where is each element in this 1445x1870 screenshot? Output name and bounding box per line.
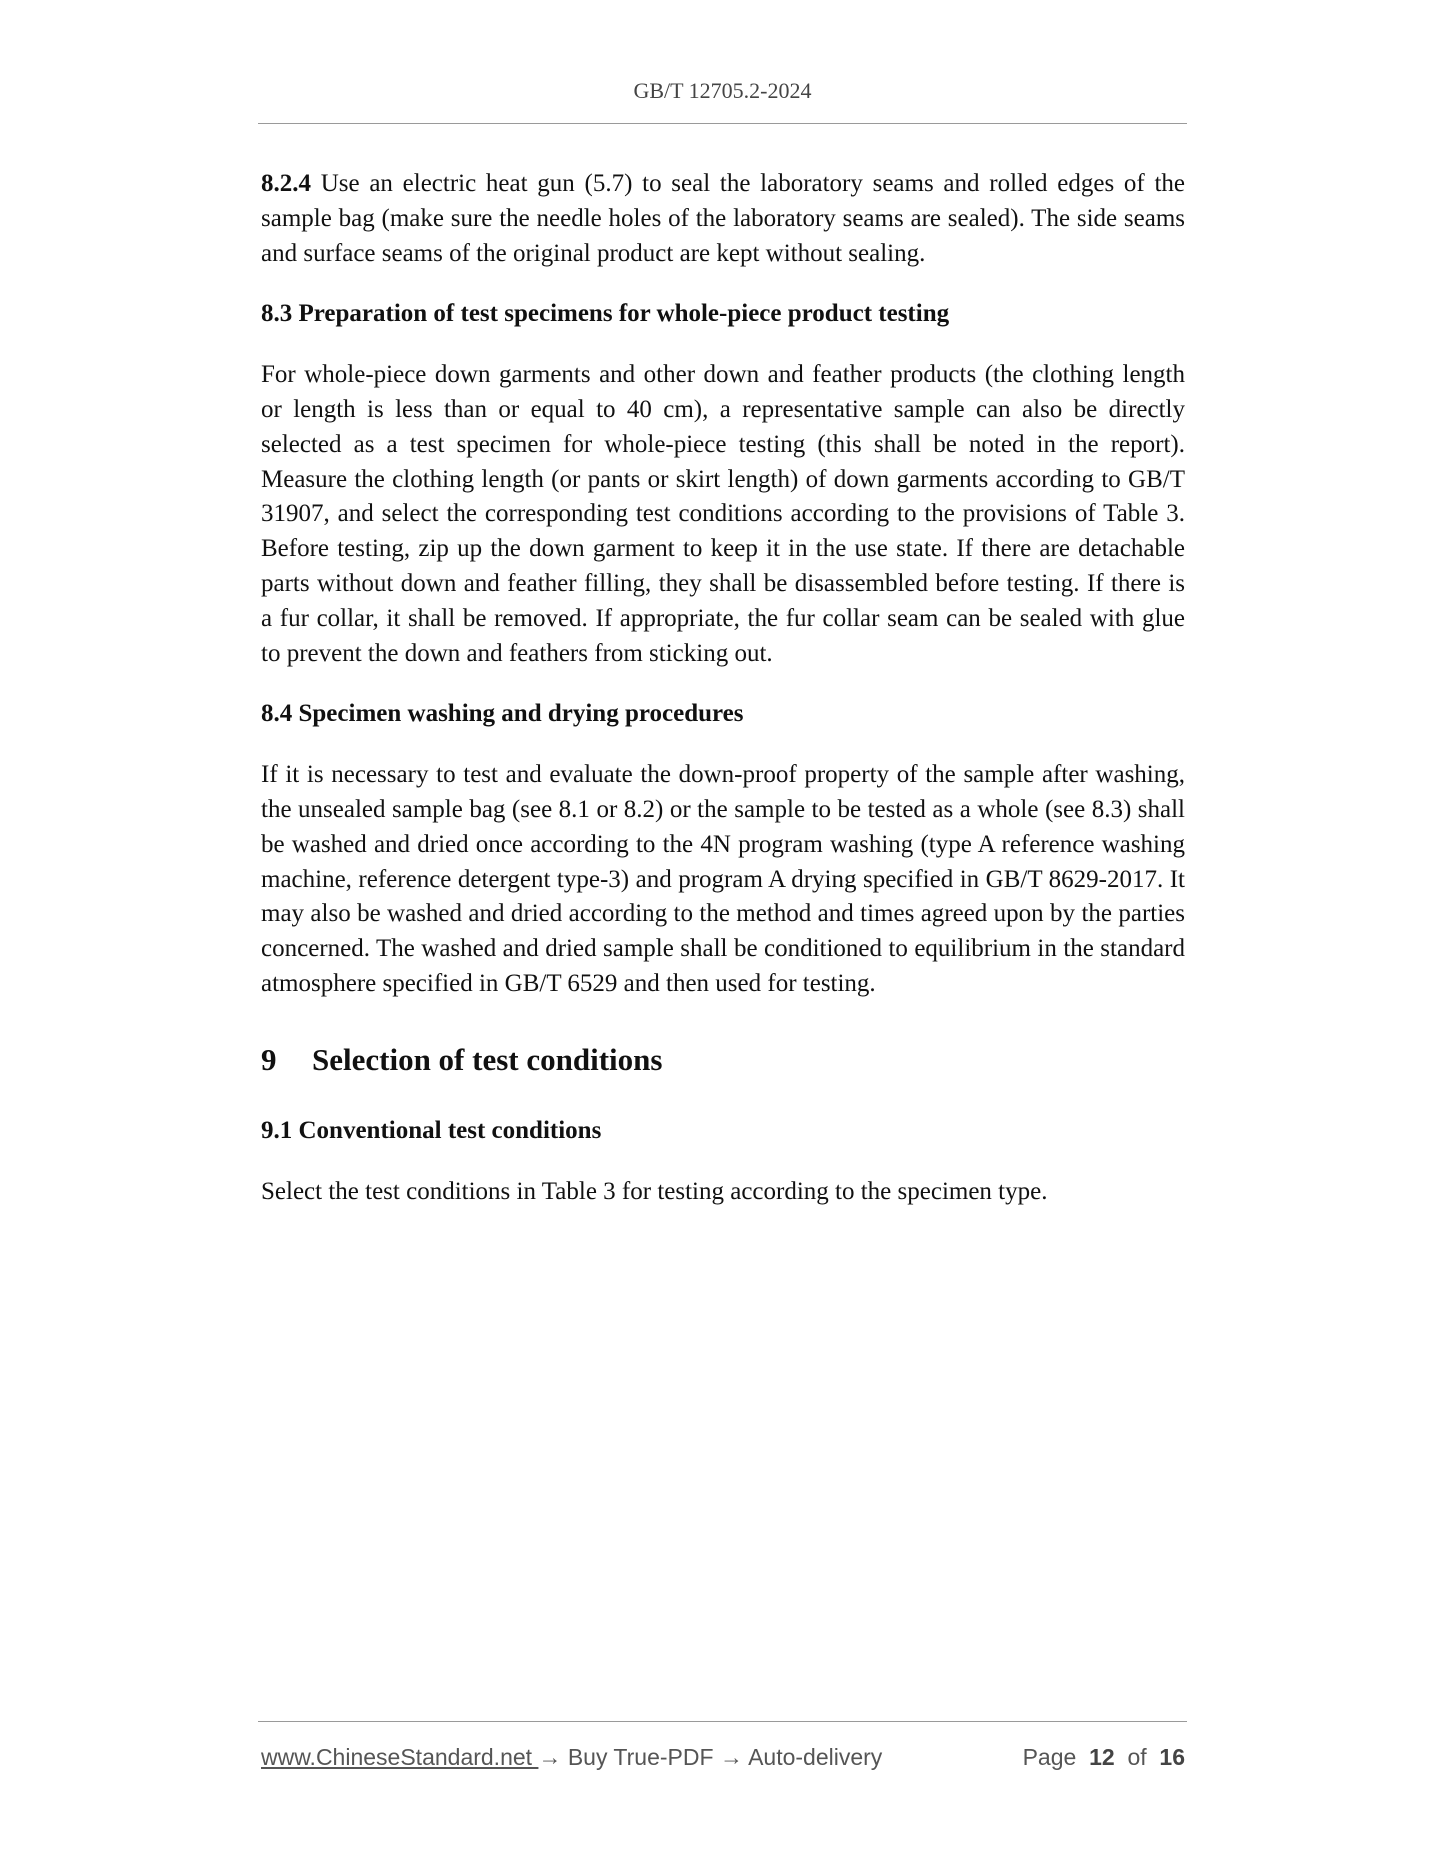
buy-pdf-text: Buy True-PDF (567, 1744, 714, 1770)
heading-section-9 (261, 1040, 1185, 1080)
section-title: Selection of test conditions (312, 1041, 663, 1077)
page-current: 12 (1089, 1744, 1115, 1770)
page-indicator (1023, 1744, 1185, 1771)
footer-promo (261, 1744, 882, 1771)
page-header-standard-number: GB/T 12705.2-2024 (633, 78, 812, 103)
paragraph-8-3: For whole-piece down garments and other down and feather products (the clothing length or length is less than or equal to 40 cm), a representative sample can also be directly selected as a test specimen for whole-piece testing (this shall be noted in the report). Measure the clothing length (or pants or skirt length) of down garments according to GB/T 31907, and select the corresponding test conditions according to the provisions of Table 3. Before testing, zip up the down garment to keep it in the use state. If there are detachable parts without down and feather filling, they shall be disassembled before testing. If there is a fur collar, it shall be removed. If appropriate, the fur collar seam can be sealed with glue to prevent the down and feathers from sticking out. (261, 361, 1185, 667)
paragraph-9-1: Select the test conditions in Table 3 for testing according to the specimen type. (261, 1177, 1048, 1205)
page-content (261, 167, 1185, 1209)
page-total: 16 (1159, 1744, 1185, 1770)
clause-8-2-4 (261, 167, 1185, 271)
heading-9-1: 9.1 Conventional test conditions (261, 1116, 602, 1144)
paragraph-8-4: If it is necessary to test and evaluate the down-proof property of the sample after washing, the unsealed sample bag (see 8.1 or 8.2) or the sample to be tested as a whole (see 8.3) shall be washed and dried once according to the 4N program washing (type A reference washing machine, reference detergent type-3) and program A drying specified in GB/T 8629-2017. It may also be washed and dried according to the method and times agreed upon by the parties concerned. The washed and dried sample shall be conditioned to equilibrium in the standard atmosphere specified in GB/T 6529 and then used for testing. (261, 761, 1185, 997)
clause-number: 8.2.4 (261, 170, 311, 197)
arrow-right-icon: → (538, 1744, 562, 1770)
auto-delivery-text: Auto-delivery (748, 1744, 883, 1770)
page-label: Page (1022, 1744, 1077, 1770)
header-divider (258, 123, 1187, 124)
page-of: of (1127, 1744, 1147, 1770)
heading-8-3: 8.3 Preparation of test specimens for whole-piece product testing (261, 300, 950, 328)
clause-text: Use an electric heat gun (5.7) to seal the laboratory seams and rolled edges of the sample bag (make sure the needle holes of the laboratory seams are sealed). The side seams and surface seams of the original product are kept without sealing. (261, 170, 1186, 267)
heading-8-4: 8.4 Specimen washing and drying procedures (261, 700, 744, 728)
site-link[interactable]: www.ChineseStandard.net (261, 1744, 539, 1770)
section-number: 9 (261, 1041, 277, 1077)
arrow-right-icon: → (719, 1744, 743, 1770)
footer-divider (258, 1721, 1187, 1722)
